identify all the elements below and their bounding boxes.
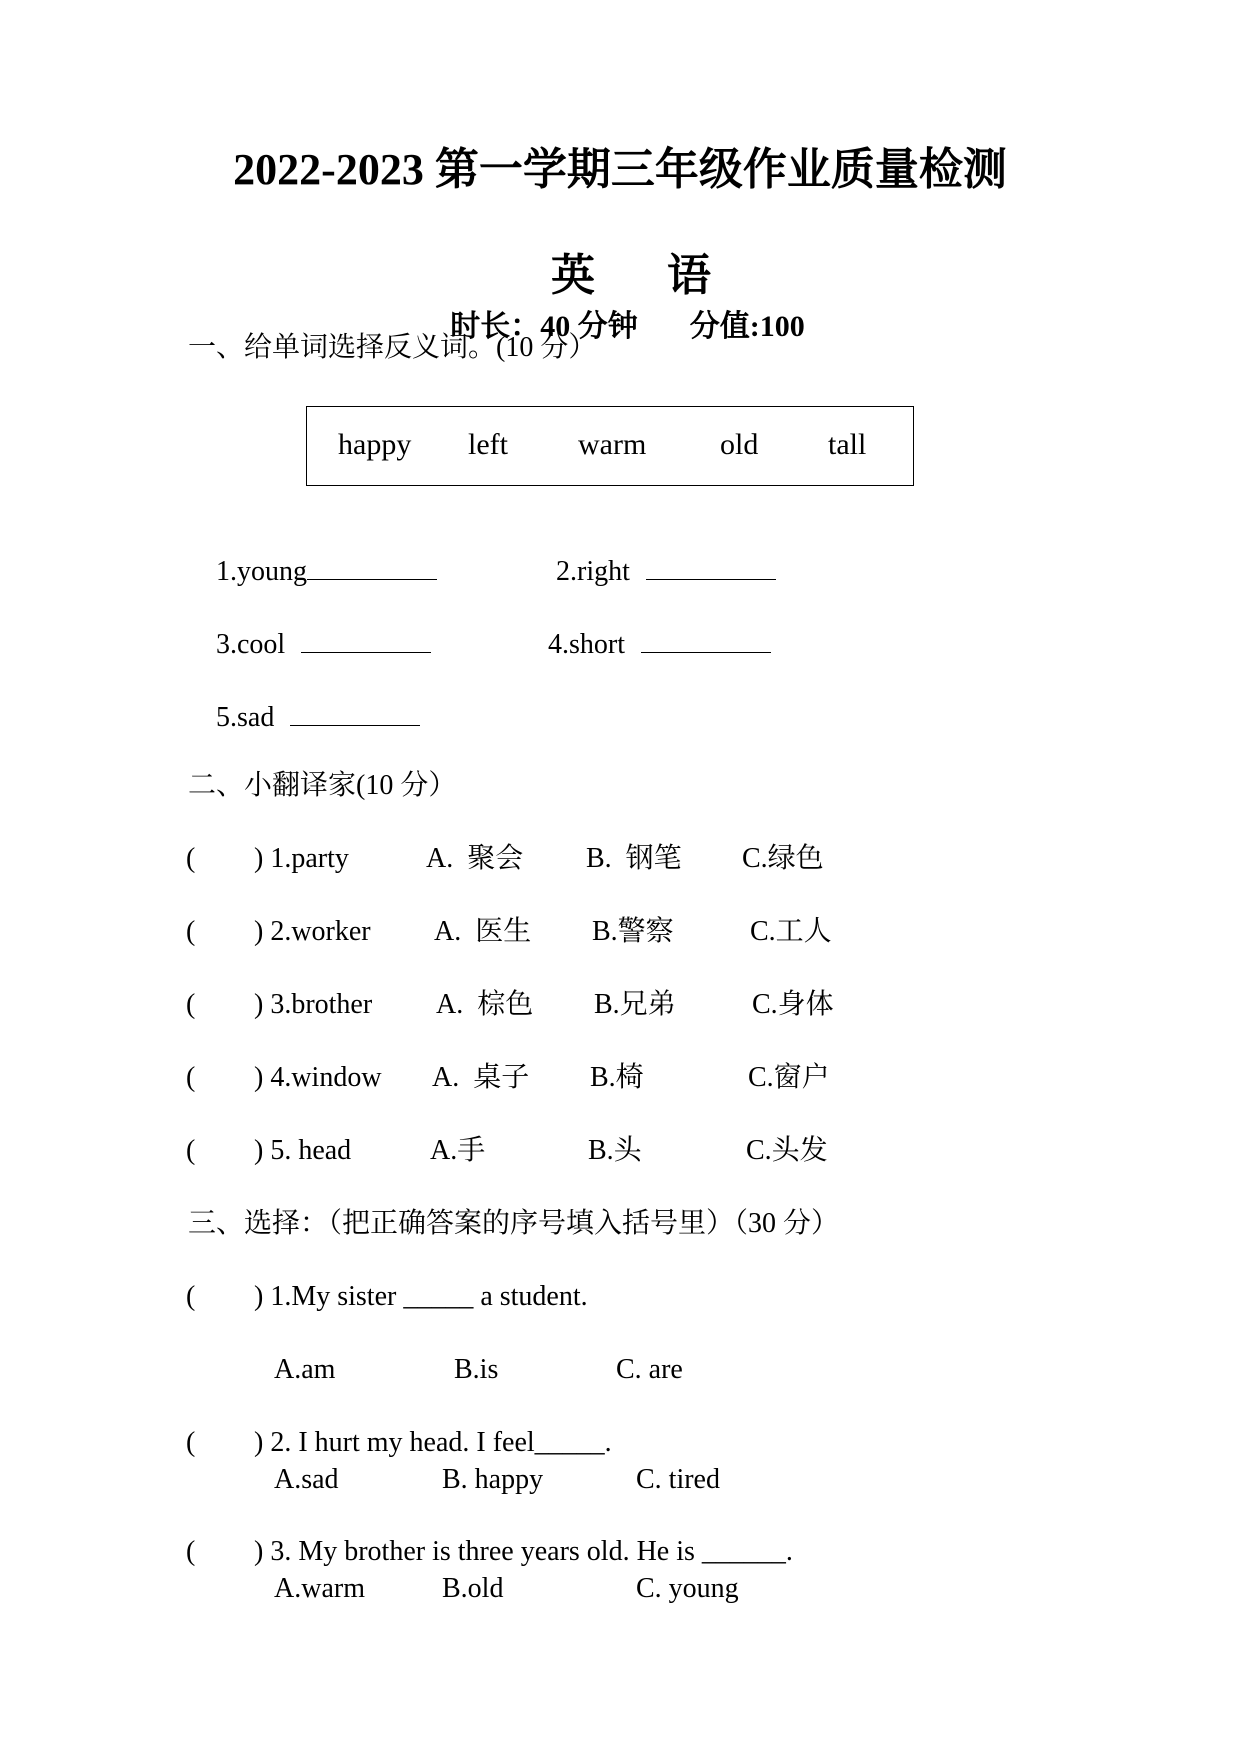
option-c: C. young [636, 1573, 739, 1604]
answer-paren-open[interactable]: ( [186, 1427, 196, 1458]
antonym-item [548, 626, 771, 659]
answer-blank[interactable] [641, 626, 771, 653]
answer-blank[interactable] [290, 699, 420, 726]
option-c: C.工人 [750, 916, 832, 947]
answer-paren-open[interactable]: ( [186, 1281, 196, 1312]
translation-word: ) 4.window [254, 1062, 382, 1093]
answer-blank[interactable] [646, 553, 776, 580]
translation-word: ) 5. head [254, 1135, 352, 1166]
option-c: C. tired [636, 1464, 720, 1495]
option-a: A. 聚会 [426, 843, 524, 874]
option-b: B. 钢笔 [586, 843, 682, 874]
option-b: B.头 [588, 1135, 642, 1166]
option-b: B. happy [442, 1464, 544, 1495]
question-stem: ) 2. I hurt my head. I feel_____. [254, 1427, 612, 1458]
exam-title: 2022-2023 第一学期三年级作业质量检测 [233, 145, 1007, 194]
option-a: A.sad [274, 1464, 339, 1495]
option-c: C.身体 [752, 989, 834, 1020]
antonym-item [216, 626, 431, 659]
subject-char-1: 英 [551, 251, 595, 300]
antonym-item [216, 553, 437, 586]
translation-word: ) 2.worker [254, 916, 371, 947]
translation-word: ) 1.party [254, 843, 349, 874]
answer-paren-open[interactable]: ( [186, 1062, 196, 1093]
antonym-word: 2.right [556, 556, 630, 587]
antonym-word: 3.cool [216, 629, 286, 660]
word-bank-word: warm [578, 428, 647, 461]
section1-heading: 一、给单词选择反义词。(10 分） [188, 332, 597, 363]
antonym-item [556, 553, 776, 586]
option-a: A. 医生 [434, 916, 532, 947]
option-b: B.old [442, 1573, 504, 1604]
question-stem: ) 3. My brother is three years old. He is ______. [254, 1536, 793, 1567]
answer-blank[interactable] [301, 626, 431, 653]
option-b: B.is [454, 1354, 499, 1385]
section3-heading: 三、选择：（把正确答案的序号填入括号里）（30 分） [188, 1208, 840, 1239]
option-a: A.am [274, 1354, 336, 1385]
translation-word: ) 3.brother [254, 989, 373, 1020]
option-a: A. 桌子 [432, 1062, 530, 1093]
word-bank-word: left [468, 428, 508, 461]
antonym-word: 1.young [216, 556, 307, 587]
option-a: A. 棕色 [436, 989, 534, 1020]
antonym-word: 4.short [548, 629, 625, 660]
antonym-item [216, 699, 420, 732]
option-c: C.头发 [746, 1135, 828, 1166]
option-a: A.warm [274, 1573, 365, 1604]
option-c: C. are [616, 1354, 683, 1385]
option-c: C.窗户 [748, 1062, 830, 1093]
answer-paren-open[interactable]: ( [186, 989, 196, 1020]
question-stem: ) 1.My sister _____ a student. [254, 1281, 588, 1312]
option-b: B.椅 [590, 1062, 644, 1093]
exam-meta [0, 282, 1240, 342]
subject-char-2: 语 [667, 251, 711, 300]
option-b: B.警察 [592, 916, 674, 947]
option-b: B.兄弟 [594, 989, 676, 1020]
answer-blank[interactable] [307, 553, 437, 580]
option-a: A.手 [430, 1135, 486, 1166]
word-bank-word: tall [828, 428, 867, 461]
word-bank-word: happy [338, 428, 412, 461]
answer-paren-open[interactable]: ( [186, 1536, 196, 1567]
total-score: 分值:100 [689, 310, 805, 343]
duration: 时长：40 分钟 [450, 310, 638, 343]
answer-paren-open[interactable]: ( [186, 843, 196, 874]
answer-paren-open[interactable]: ( [186, 1135, 196, 1166]
option-c: C.绿色 [742, 843, 824, 874]
answer-paren-open[interactable]: ( [186, 916, 196, 947]
antonym-word: 5.sad [216, 702, 275, 733]
word-bank-word: old [720, 428, 759, 461]
section2-heading: 二、小翻译家(10 分） [188, 770, 457, 801]
